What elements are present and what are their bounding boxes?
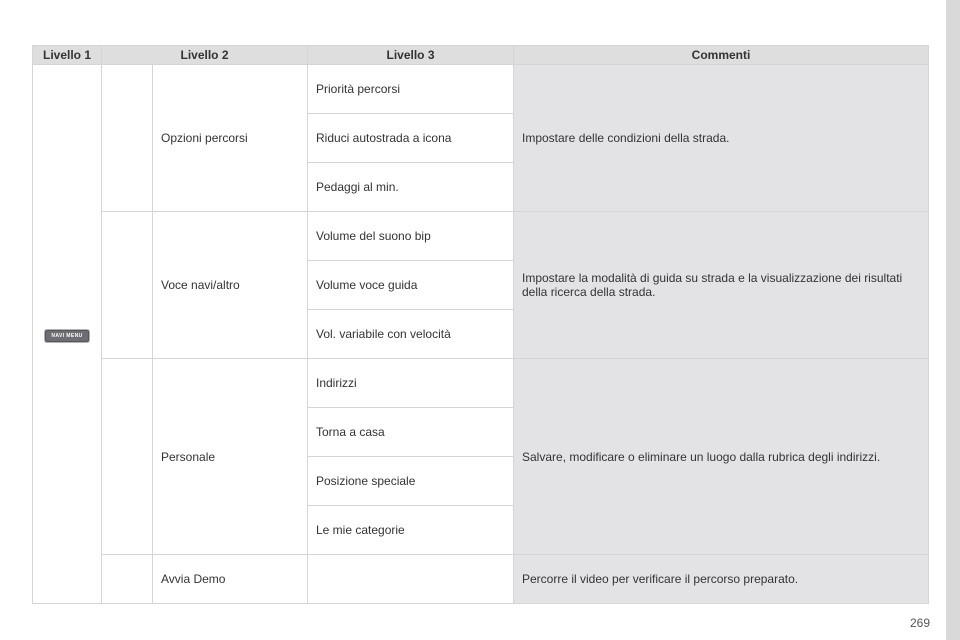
header-level1: Livello 1 bbox=[33, 46, 102, 65]
table-row bbox=[33, 359, 929, 408]
level2-voce-navi: Voce navi/altro bbox=[153, 212, 308, 359]
menu-table bbox=[32, 45, 929, 604]
navi-menu-button[interactable]: NAVI MENU bbox=[45, 330, 88, 342]
level3-item: Volume del suono bip bbox=[308, 212, 514, 261]
indent-cell bbox=[102, 555, 153, 604]
level3-item: Volume voce guida bbox=[308, 261, 514, 310]
indent-cell bbox=[102, 359, 153, 555]
table-row bbox=[33, 65, 929, 114]
level1-cell bbox=[33, 65, 102, 604]
level3-item: Vol. variabile con velocità bbox=[308, 310, 514, 359]
page-number: 269 bbox=[910, 616, 931, 630]
level2-opzioni-percorsi: Opzioni percorsi bbox=[153, 65, 308, 212]
header-comments: Commenti bbox=[514, 46, 929, 65]
level3-item: Priorità percorsi bbox=[308, 65, 514, 114]
level3-item: Indirizzi bbox=[308, 359, 514, 408]
level3-item: Le mie categorie bbox=[308, 506, 514, 555]
page-edge-bar bbox=[946, 0, 960, 640]
level3-item: Riduci autostrada a icona bbox=[308, 114, 514, 163]
header-level2: Livello 2 bbox=[102, 46, 308, 65]
table-row bbox=[33, 212, 929, 261]
comment-cell: Percorre il video per verificare il percorso preparato. bbox=[514, 555, 929, 604]
level2-avvia-demo: Avvia Demo bbox=[153, 555, 308, 604]
level3-empty bbox=[308, 555, 514, 604]
level3-item: Torna a casa bbox=[308, 408, 514, 457]
comment-cell: Impostare delle condizioni della strada. bbox=[514, 65, 929, 212]
indent-cell bbox=[102, 65, 153, 212]
comment-cell: Salvare, modificare o eliminare un luogo dalla rubrica degli indirizzi. bbox=[514, 359, 929, 555]
level3-item: Pedaggi al min. bbox=[308, 163, 514, 212]
indent-cell bbox=[102, 212, 153, 359]
level3-item: Posizione speciale bbox=[308, 457, 514, 506]
header-level3: Livello 3 bbox=[308, 46, 514, 65]
table-row bbox=[33, 555, 929, 604]
header-row bbox=[33, 46, 929, 65]
comment-cell: Impostare la modalità di guida su strada e la visualizzazione dei risultati della ricerca della strada. bbox=[514, 212, 929, 359]
level2-personale: Personale bbox=[153, 359, 308, 555]
